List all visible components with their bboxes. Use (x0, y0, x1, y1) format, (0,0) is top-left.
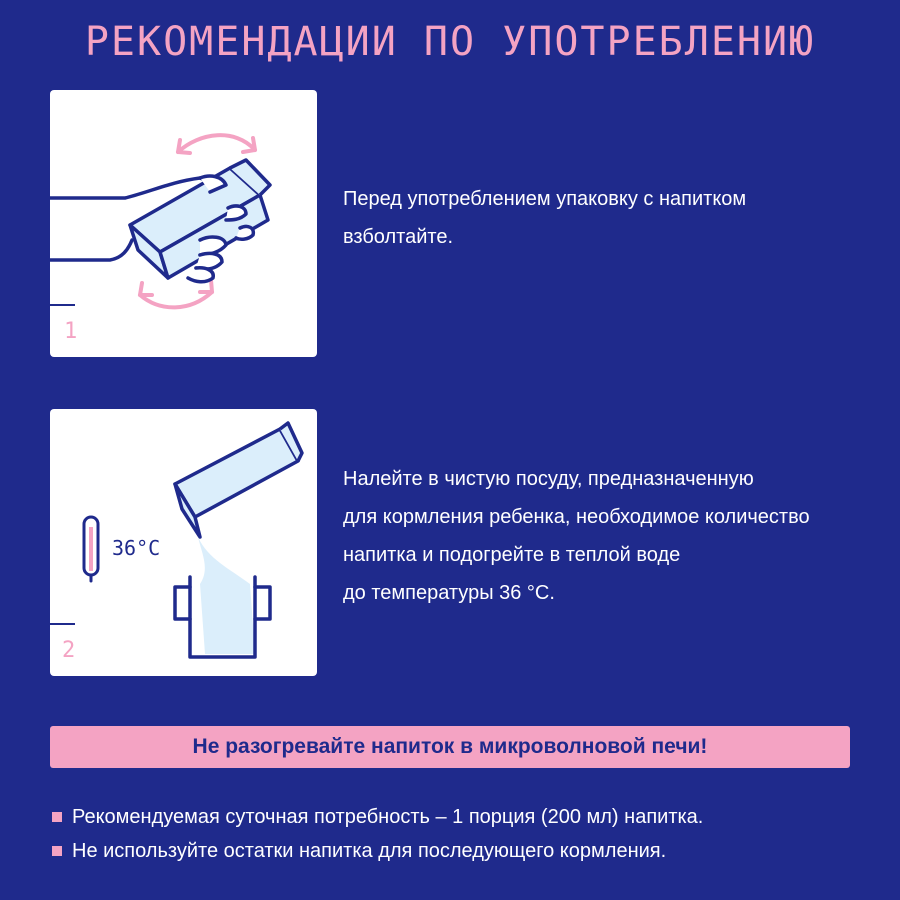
bullet-square-icon (52, 812, 62, 822)
note-text: Рекомендуемая суточная потребность – 1 порция (200 мл) напитка. (72, 806, 704, 828)
step-1-line-1: Перед употреблением упаковку с напитком (343, 188, 747, 210)
step-number-2: 2 (62, 638, 76, 663)
step-number-1: 1 (64, 319, 78, 344)
shaking-hand-package-icon (50, 90, 317, 357)
step-2-line-3: напитка и подогрейте в теплой воде (343, 544, 681, 566)
microwave-warning-banner: Не разогревайте напиток в микроволновой печи! (50, 726, 850, 768)
step-1-text (343, 180, 883, 256)
step-1-line-2: взболтайте. (343, 226, 453, 248)
page-title: РЕКОМЕНДАЦИИ ПО УПОТРЕБЛЕНИЮ (84, 19, 816, 65)
bullet-square-icon (52, 846, 62, 856)
step-1-illustration (50, 90, 317, 357)
notes-list (50, 800, 870, 868)
note-item (50, 800, 870, 834)
temperature-label: 36°C (112, 536, 161, 560)
step-2-illustration (50, 409, 317, 676)
step-2-text (343, 460, 883, 612)
pouring-package-icon (50, 409, 317, 676)
note-text: Не используйте остатки напитка для последующего кормления. (72, 840, 667, 862)
step-2-line-1: Налейте в чистую посуду, предназначенную (343, 468, 754, 490)
note-item (50, 834, 870, 868)
step-2-line-4: до температуры 36 °C. (343, 582, 555, 604)
step-2-line-2: для кормления ребенка, необходимое количество (343, 506, 810, 528)
thermometer-icon (84, 517, 98, 581)
